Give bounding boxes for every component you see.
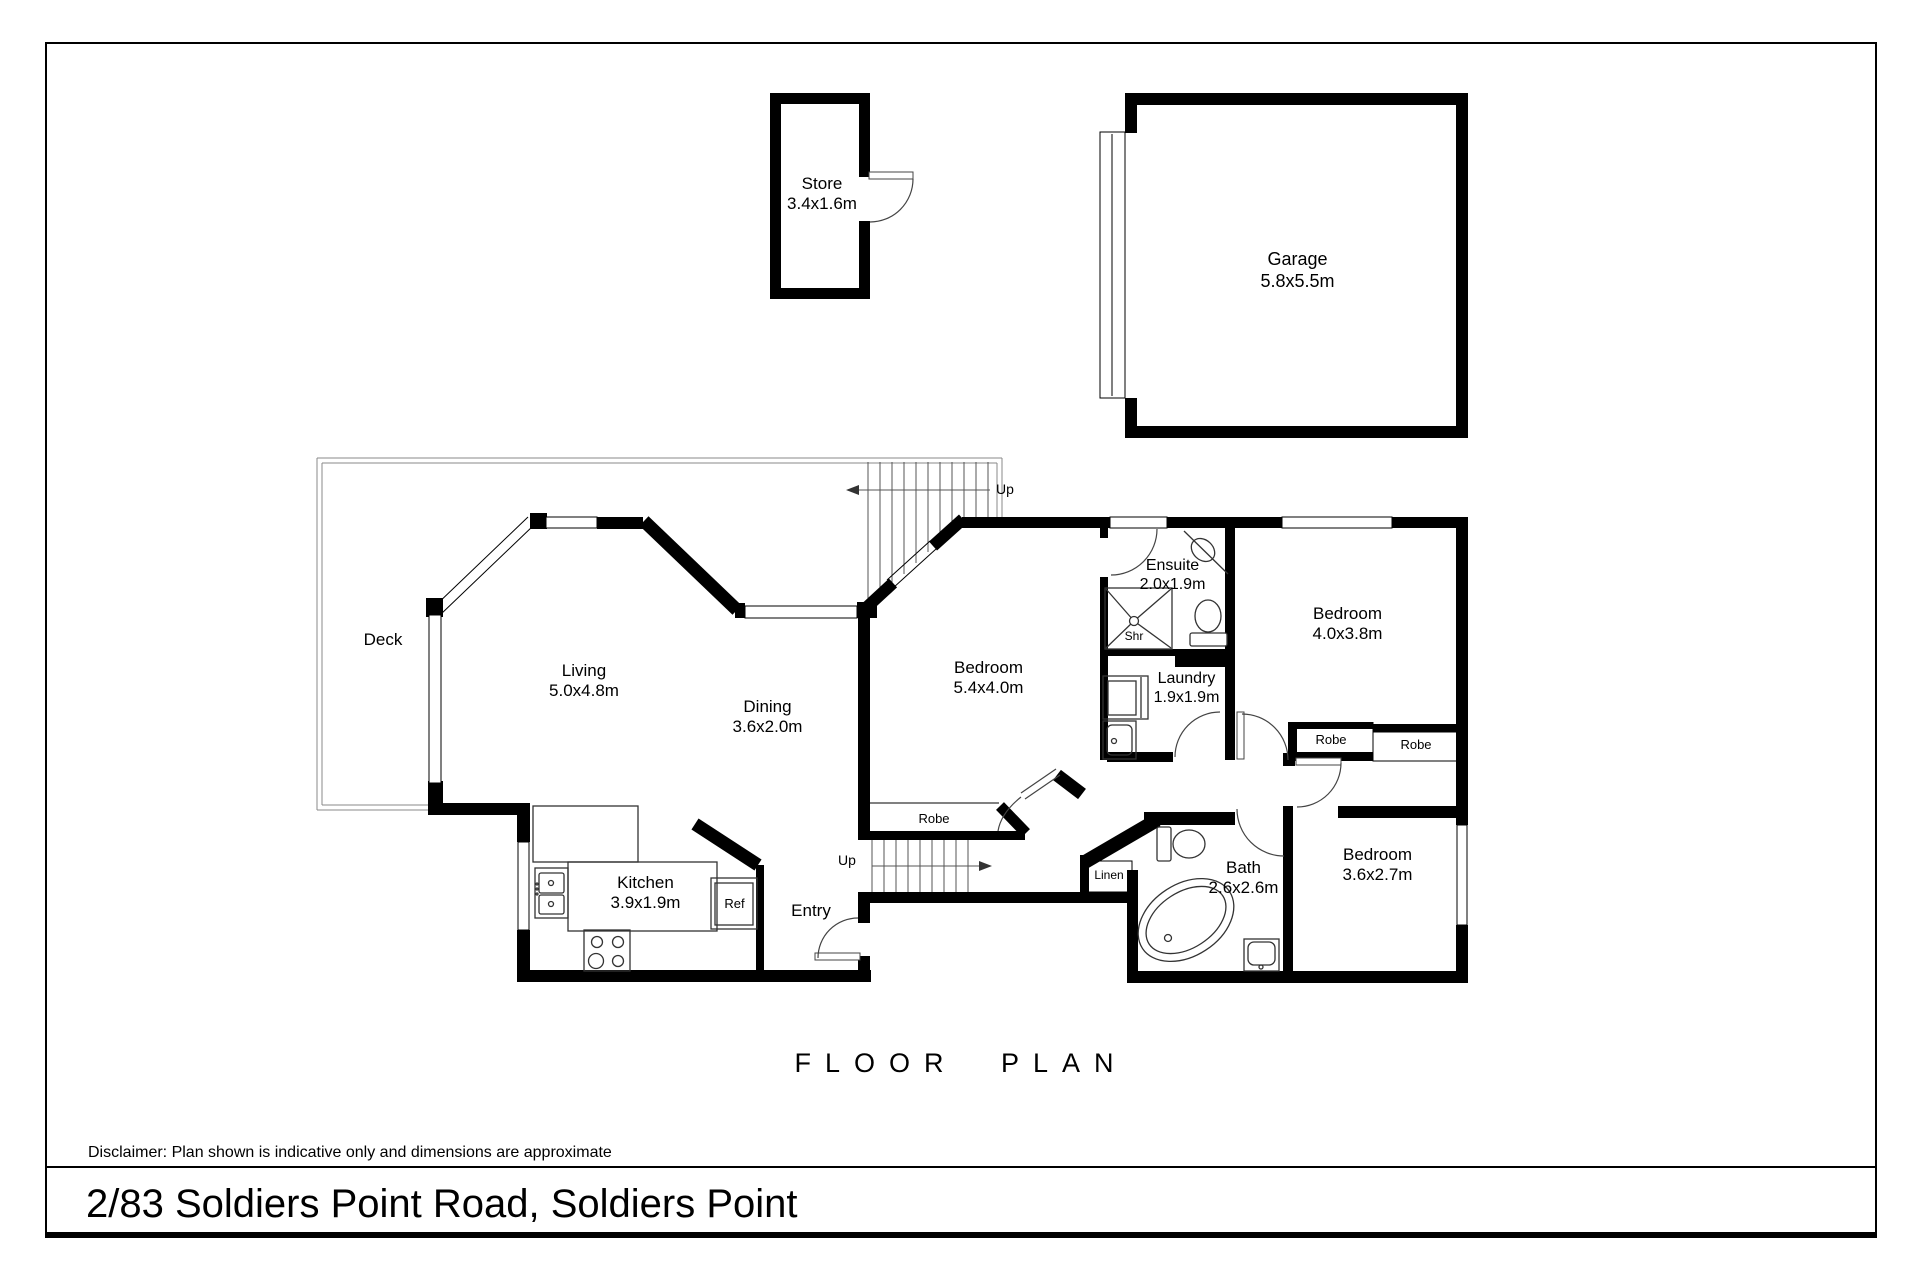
disclaimer-text: Disclaimer: Plan shown is indicative only and dimensions are approximate [88, 1144, 612, 1161]
bedroom1-name: Bedroom [954, 658, 1023, 677]
laundry-door [1175, 712, 1220, 757]
room-label-store [760, 174, 884, 214]
bedroom2-door [1237, 712, 1288, 760]
kitchen-name: Kitchen [617, 873, 674, 892]
fridge-label: Ref [724, 896, 745, 911]
entry-name: Entry [791, 901, 831, 920]
bath-toilet-icon [1157, 827, 1205, 861]
dining-dims: 3.6x2.0m [732, 717, 803, 736]
bedroom2-dims: 4.0x3.8m [1312, 624, 1383, 643]
laundry-dims: 1.9x1.9m [1153, 689, 1220, 706]
room-label-bedroom1 [916, 658, 1061, 698]
footer-divider [45, 1166, 1877, 1168]
cooktop-icon [584, 930, 630, 971]
bath-name: Bath [1226, 858, 1261, 877]
bedroom2-name: Bedroom [1313, 604, 1382, 623]
living-dims: 5.0x4.8m [549, 681, 619, 700]
deck-outline [317, 458, 1002, 810]
kitchen-sink-icon [535, 868, 568, 918]
up-label-lower-stairs: Up [838, 852, 856, 868]
deck-name: Deck [363, 630, 403, 649]
stairs-lower [872, 840, 992, 892]
linen-label: Linen [1094, 868, 1124, 882]
laundry-name: Laundry [1157, 670, 1216, 687]
garage-name: Garage [1267, 249, 1328, 269]
room-label-bedroom2 [1275, 604, 1420, 644]
room-label-entry [766, 901, 856, 921]
store-name: Store [801, 174, 843, 193]
floor-plan-title: FLOOR PLAN [794, 1048, 1128, 1078]
ensuite-name: Ensuite [1145, 557, 1200, 574]
kitchen-bench [533, 806, 638, 862]
robe-label-2: Robe [1400, 737, 1432, 752]
ensuite-dims: 2.0x1.9m [1139, 576, 1206, 593]
garage-dims: 5.8x5.5m [1260, 271, 1335, 291]
kitchen-dims: 3.9x1.9m [610, 893, 681, 912]
entry-door [815, 918, 860, 960]
bath-dims: 2.6x2.6m [1208, 878, 1279, 897]
room-label-deck [348, 630, 418, 650]
shower-label: Shr [1124, 629, 1144, 643]
bedroom3-dims: 3.6x2.7m [1342, 865, 1413, 884]
bath-vanity-icon [1244, 939, 1279, 971]
room-label-dining [705, 697, 830, 737]
garage-door [1100, 132, 1125, 398]
bedroom1-door [998, 769, 1060, 831]
bedroom1-dims: 5.4x4.0m [953, 678, 1024, 697]
bath-fixtures [1123, 827, 1279, 979]
robe-label-master: Robe [918, 811, 950, 826]
bath-door [1237, 809, 1284, 856]
ensuite-toilet-icon [1190, 600, 1227, 646]
up-label-upper-stairs: Up [996, 481, 1014, 497]
stairs-upper [846, 462, 990, 606]
room-label-bedroom3 [1305, 845, 1450, 885]
store-dims: 3.4x1.6m [787, 194, 857, 213]
room-label-laundry [1119, 669, 1254, 707]
dining-name: Dining [743, 697, 792, 716]
living-name: Living [561, 661, 607, 680]
robe-label-1: Robe [1315, 732, 1347, 747]
property-address: 2/83 Soldiers Point Road, Soldiers Point [86, 1182, 798, 1226]
room-label-living [514, 661, 654, 701]
room-label-garage [1225, 248, 1370, 292]
bedroom3-name: Bedroom [1343, 845, 1412, 864]
room-label-bath [1181, 858, 1306, 898]
room-label-ensuite [1105, 556, 1240, 594]
bedroom3-door [1296, 758, 1341, 807]
room-label-kitchen [583, 873, 708, 913]
